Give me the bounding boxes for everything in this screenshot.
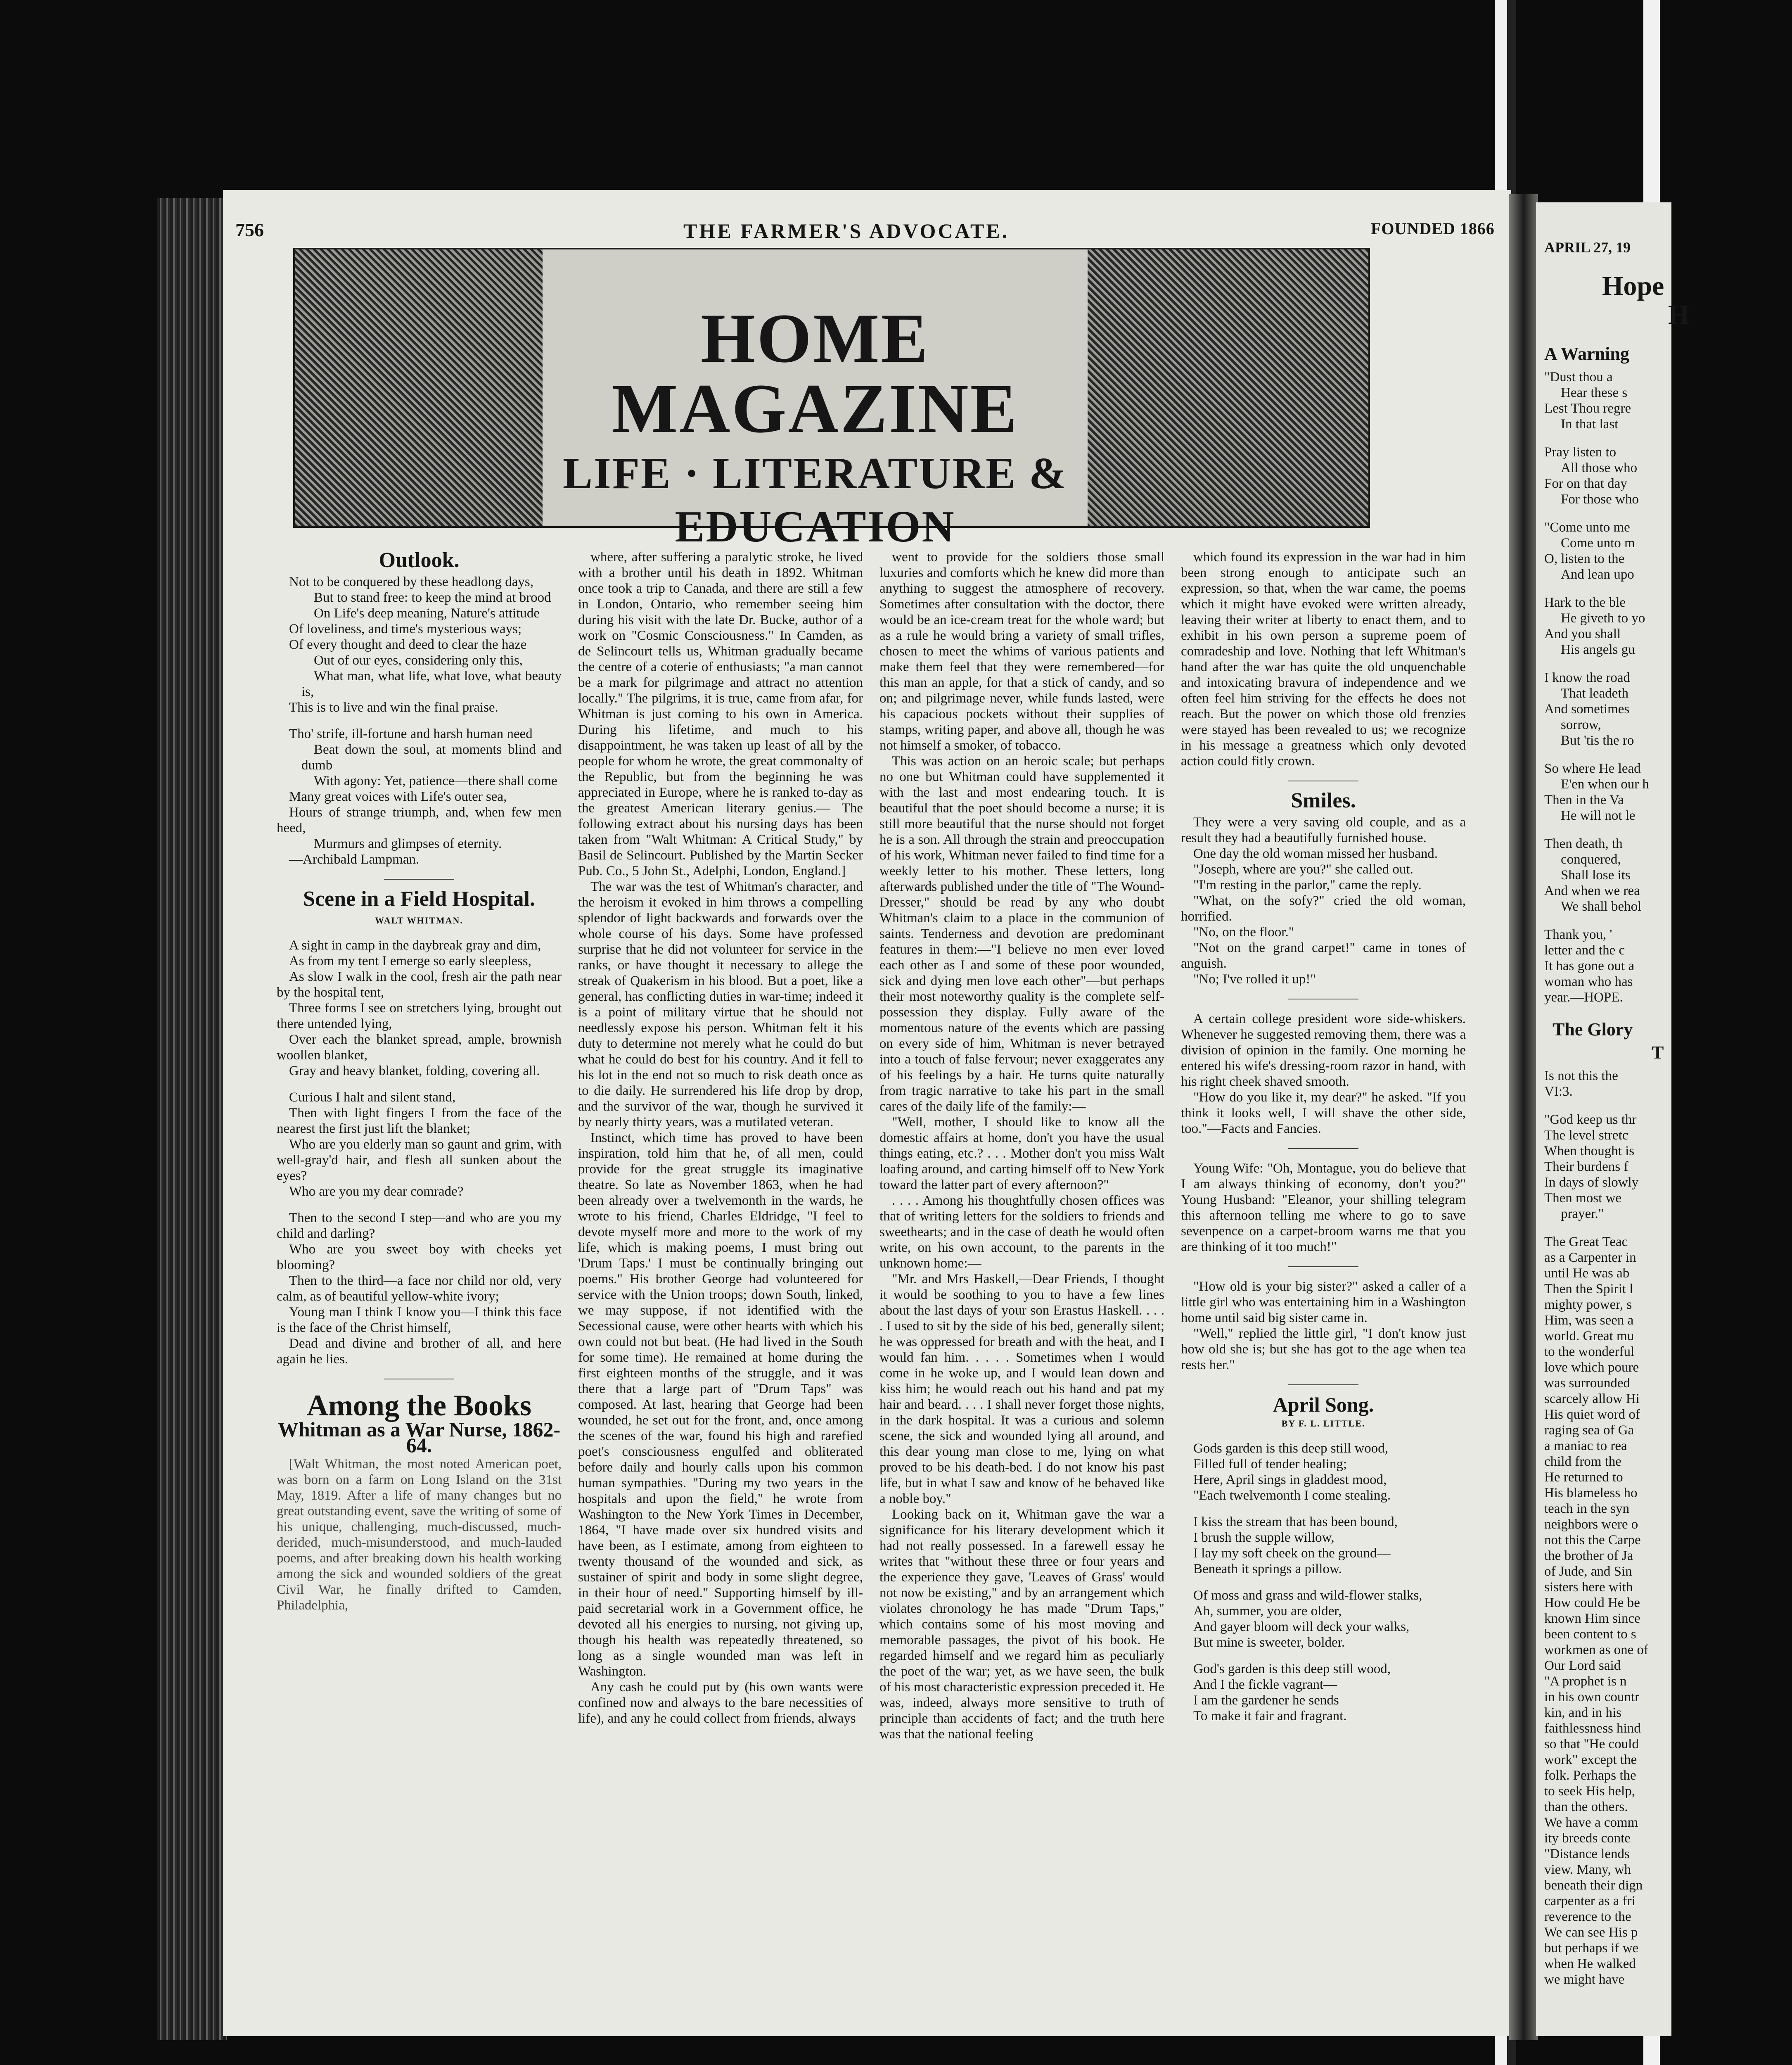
partial-line: we might have [1544,1972,1625,1987]
partial-line: woman who has [1544,974,1633,989]
poem-credit: —Archibald Lampman. [289,852,420,867]
article-paragraph: . . . . Among his thoughtfully chosen offices was that of writing letters for the soldiers to friends and sweethearts; and in the case of death he would often write, on his own account, to the parents in the unknown home:— [879,1193,1164,1271]
poem-line: Of every thought and deed to clear the haze [289,637,527,652]
article-title: Whitman as a War Nurse, 1862-64. [277,1418,561,1457]
joke-paragraph: "What, on the sofy?" cried the old woman, horrified. [1181,893,1466,924]
partial-line: Thank you, ' [1544,927,1612,942]
partial-line: as a Carpenter in [1544,1250,1636,1265]
partial-line: I know the road [1544,670,1631,685]
joke-paragraph: Young Wife: "Oh, Montague, you do believe that I am always thinking of economy, don't you?" Young Husband: "Eleanor, your shilling telegram this afternoon telling me where to go to save sevenpence on a carpet-broom warns me that you are thinking of it too much!" [1181,1161,1466,1254]
partial-line: in his own countr [1544,1690,1640,1704]
partial-line: raging sea of Ga [1544,1423,1634,1438]
partial-line: "God keep us thr [1544,1112,1637,1127]
partial-line: been content to s [1544,1627,1636,1642]
poem-line: Then to the third—a face nor child nor old, very calm, as of beautiful yellow-white ivory; [277,1273,562,1304]
column-1 [277,549,562,2020]
partial-line: a maniac to rea [1544,1438,1627,1453]
partial-line: mighty power, s [1544,1297,1632,1312]
poem-line: Not to be conquered by these headlong days, [289,574,534,589]
partial-line: letter and the c [1544,943,1625,958]
partial-line: His quiet word of [1544,1407,1640,1422]
partial-line: Him, was seen a [1544,1313,1634,1328]
partial-line: So where He lead [1544,761,1641,776]
poem-line: Beat down the soul, at moments blind and dumb [301,742,562,773]
poem-line: This is to live and win the final praise. [289,700,498,715]
partial-line: We have a comm [1544,1815,1638,1830]
joke-paragraph: One day the old woman missed her husband. [1193,846,1438,861]
partial-line: faithlessness hind [1544,1721,1641,1736]
section-divider [384,879,454,880]
poem-line: I lay my soft cheek on the ground— [1193,1546,1391,1561]
outlook-title: Outlook. [379,548,460,572]
partial-line: was surrounded [1544,1376,1631,1391]
fireplace-illustration [1088,249,1368,526]
partial-line: until He was ab [1544,1266,1630,1281]
poem-line: I am the gardener he sends [1193,1693,1339,1708]
partial-line: work" except the [1544,1752,1637,1767]
poem-line: Then to the second I step—and who are you my child and darling? [277,1211,562,1241]
partial-line: His blameless ho [1544,1486,1638,1500]
partial-line: For on that day [1544,476,1627,491]
poem-line: Gray and heavy blanket, folding, covering all. [289,1063,540,1078]
among-the-books-heading: Among the Books [306,1389,532,1422]
partial-line: All those who [1561,460,1638,475]
poem-line: Hours of strange triumph, and, when few men heed, [277,805,562,835]
banner-title: HOME MAGAZINE [612,299,1019,447]
joke-paragraph: "How do you like it, my dear?" he asked. "If you think it looks well, I will shave the other side, too."—Facts and Fancies. [1181,1090,1466,1136]
poem-line: As slow I walk in the cool, fresh air the path near by the hospital tent, [277,969,562,1000]
joke-1 [1181,814,1466,987]
partial-line: His angels gu [1561,642,1635,657]
page-gutter [1509,194,1538,2040]
article-intro: [Walt Whitman, the most noted American poet, was born on a farm on Long Island on the 31st May, 1819. After a life of many changes but no great outstanding event, save the writing of some of his unique, challenging, much-discussed, much-derided, much-misunderstood, and much-lauded poems, and after breaking down his health working among the sick and wounded soldiers of the great Civil War, he finally drifted to Camden, Philadelphia, [277,1457,562,1613]
joke-paragraph: "Not on the grand carpet!" came in tones of anguish. [1181,940,1466,971]
partial-line: It has gone out a [1544,959,1635,973]
partial-line: love which poure [1544,1360,1639,1375]
partial-line: neighbors were o [1544,1517,1638,1532]
joke-paragraph: "Joseph, where are you?" she called out. [1193,862,1413,877]
partial-line: year.—HOPE. [1544,990,1623,1005]
article-paragraph: The war was the test of Whitman's character, and the heroism it evoked in him throws a compelling splendor of light backwards and forwards over the whole course of his days. Some have professed surprise that he did not volunteer for service in the ranks, or have thought it necessary to allege the streak of Quakerism in his blood. But a poet, like a general, has conflicting duties in war-time; indeed it is a point of military virtue that he should not needlessly expose his person. Whitman felt it his duty to determine not merely what he could do but what he could do best for his country. And it fell to his lot in the end not so much to risk death once as to die daily. He surrendered his life drop by drop, and the survivor of the war, though he survived it by nearly thirty years, was a mutilated veteran. [578,879,863,1130]
poem-line: Here, April sings in gladdest mood, [1193,1472,1387,1487]
glory-heading: The Glory [1553,1019,1633,1040]
house-illustration [295,249,543,526]
right-page-date: APRIL 27, 19 [1544,239,1631,256]
partial-line: Their burdens f [1544,1159,1628,1174]
poem-line: Of loveliness, and time's mysterious ways; [289,622,522,636]
article-paragraph: which found its expression in the war had in him been strong enough to anticipate such an expression, so that, when the war came, the poems which it might have evoked were written already, leaving their writer at liberty to enact them, and to exhibit in his own person a supreme poem of comradeship and love. Nothing that left Whitman's hand after the war has quite the old unquenchable and intoxicating bravura of independence and we often feel him striving for the effects he does not reach. But the power on which those old frenzies were stayed has been revealed to us; we recognize in his message a greatness which only devoted action could fitly crown. [1181,550,1466,769]
field-hospital-author: WALT WHITMAN. [375,915,463,926]
partial-line: carpenter as a fri [1544,1894,1636,1908]
partial-line: But 'tis the ro [1561,733,1634,748]
partial-line: "Come unto me [1544,520,1630,535]
column-4 [1181,549,1466,2020]
poem-line: Murmurs and glimpses of eternity. [314,836,502,851]
partial-line: "Dust thou a [1544,370,1613,385]
poem-line: Three forms I see on stretchers lying, brought out there untended lying, [277,1001,562,1031]
running-head [223,219,1511,248]
partial-line: O, listen to the [1544,551,1625,566]
right-page-title-2: H [1668,300,1690,330]
partial-line: to the wonderful [1544,1344,1635,1359]
poem-line: On Life's deep meaning, Nature's attitude [314,606,540,621]
joke-4 [1181,1279,1466,1373]
partial-line: "A prophet is n [1544,1674,1627,1689]
partial-line: VI:3. [1544,1084,1573,1099]
smiles-title: Smiles. [1291,789,1356,812]
section-divider [1288,1384,1358,1385]
joke-paragraph: "No; I've rolled it up!" [1193,972,1316,987]
poem-line: Gods garden is this deep still wood, [1193,1441,1389,1456]
joke-paragraph: "I'm resting in the parlor," came the reply. [1193,878,1422,892]
poem-line: With agony: Yet, patience—there shall come [314,774,557,788]
partial-line: He giveth to yo [1561,611,1645,626]
article-paragraph: where, after suffering a paralytic stroke, he lived with a brother until his death in 1892. Whitman once took a trip to Canada, and there are still a few in London, Ontario, who remember seeing him during his visit with the late Dr. Bucke, author of a work on "Cosmic Consciousness." In Camden, as de Selincourt tells us, Whitman gradually became the centre of a coterie of enthusiasts; "a man cannot be a mark for pilgrimage and attract no attention locally." The pilgrims, it is true, came from afar, for Whitman is just coming to his own in America. During his lifetime, and much to his disappointment, he was taken up least of all by the people for whom he wrote, the great commonalty of the Republic, but from the beginning he was appreciated in Europe, where he is ranked to-day as the greatest American literary genius.— The following extract about his nursing days has been taken from "Walt Whitman: A Critical Study," by Basil de Selincourt. Published by the Martin Secker Pub. Co., 5 John St., Adelphi, London, England.] [578,550,863,878]
banner-subtitle-1: LIFE · LITERATURE & [562,449,1068,498]
poem-line: To make it fair and fragrant. [1193,1709,1347,1723]
poem-line: Who are you elderly man so gaunt and grim, with well-gray'd hair, and flesh all sunken about the eyes? [277,1137,562,1183]
warning-heading: A Warning [1544,344,1629,364]
partial-line: teach in the syn [1544,1501,1630,1516]
article-paragraph: Looking back on it, Whitman gave the war a significance for his literary development which it had not really possessed. In a farewell essay he writes that "without these three or four years and the experience they gave, 'Leaves of Grass' would not now be existing," and by an arrangement which violates chronology he has made "Drum Taps," which contains some of his most moving and memorable passages, the pivot of his book. He regarded himself and we regard him as peculiarly the poet of the war; yet, as we have seen, the bulk of his most characteristic expression preceded it. He was, indeed, always more sensitive to truth of principle than accidents of fact; and the truth here was that the national feeling [879,1507,1164,1742]
partial-line: Our Lord said [1544,1658,1621,1673]
partial-line: And you shall [1544,627,1621,641]
right-page [1536,202,1690,2036]
section-divider [1288,1148,1358,1149]
banner-subtitle-2: EDUCATION [675,502,955,552]
partial-line: In that last [1561,417,1619,432]
april-song-title: April Song. [1273,1393,1374,1416]
poem-line: I brush the supple willow, [1193,1530,1335,1545]
poem-line: I kiss the stream that has been bound, [1193,1514,1398,1529]
joke-paragraph: A certain college president wore side-whiskers. Whenever he suggested removing them, there was a division of opinion in the family. One morning he entered his wife's dressing-room razor in hand, with his right cheek shaved smooth. [1181,1011,1466,1089]
poem-line: But to stand free: to keep the mind at brood [314,590,551,605]
partial-line: beneath their dign [1544,1878,1643,1893]
partial-line: Lest Thou regre [1544,401,1631,416]
partial-line: child from the [1544,1454,1621,1469]
partial-line: workmen as one of [1544,1643,1649,1657]
poem-line: Then with light fingers I from the face of the nearest the first just lift the blanket; [277,1106,562,1136]
poem-line: Who are you sweet boy with cheeks yet blooming? [277,1242,562,1272]
poem-line: As from my tent I emerge so early sleepless, [289,954,531,968]
partial-line: view. Many, wh [1544,1862,1631,1877]
partial-line: world. Great mu [1544,1329,1634,1343]
glory-text [1544,1068,1792,1987]
partial-line: Then the Spirit l [1544,1282,1633,1296]
right-page-title: Hope [1602,271,1664,301]
partial-line: Shall lose its [1561,868,1631,883]
partial-line: Come unto m [1561,536,1635,551]
joke-3 [1181,1161,1466,1255]
partial-line: folk. Perhaps the [1544,1768,1636,1783]
partial-line: but perhaps if we [1544,1941,1639,1956]
column-3 [879,549,1164,2020]
partial-line: than the others. [1544,1799,1628,1814]
poem-line: Filled full of tender healing; [1193,1457,1347,1472]
poem-line: Young man I think I know you—I think this face is the face of the Christ himself, [277,1305,562,1335]
partial-line: He will not le [1561,808,1636,823]
home-magazine-banner [293,248,1370,552]
partial-line: He returned to [1544,1470,1623,1485]
partial-line: not this the Carpe [1544,1533,1641,1548]
partial-line: reverence to the [1544,1909,1631,1924]
partial-line: known Him since [1544,1611,1640,1626]
poem-line: Many great voices with Life's outer sea, [289,789,507,804]
field-hospital-poem [277,938,562,1367]
banner-lettering [551,274,1079,552]
section-divider [1288,1266,1358,1267]
poem-line: Curious I halt and silent stand, [289,1090,456,1105]
partial-line: the brother of Ja [1544,1548,1633,1563]
poem-line: A sight in camp in the daybreak gray and dim, [289,938,541,953]
left-page [223,190,1511,2036]
partial-line: Then death, th [1544,836,1623,851]
partial-line: sorrow, [1561,717,1601,732]
right-page-content [1544,202,1792,1987]
poem-line: Over each the blanket spread, ample, brownish woollen blanket, [277,1032,562,1063]
joke-paragraph: "Well," replied the little girl, "I don't know just how old she is; but she has got to the age when tea rests her." [1181,1326,1466,1372]
partial-line: When thought is [1544,1144,1635,1158]
partial-line: E'en when our h [1561,777,1649,792]
partial-line: to seek His help, [1544,1784,1635,1799]
partial-line: We shall behol [1561,899,1642,914]
poem-line: "Each twelvemonth I come stealing. [1193,1488,1391,1503]
poem-line: And I the fickle vagrant— [1193,1677,1337,1692]
partial-line: Hark to the ble [1544,595,1626,610]
april-song-author: BY F. L. LITTLE. [1281,1418,1365,1429]
partial-line: Is not this the [1544,1068,1618,1083]
article-paragraph: This was action on an heroic scale; but perhaps no one but Whitman could have supplemented it with the last and most endearing touch. It is beautiful that the poet should become a nurse; it is still more beautiful that the nurse should not forget he is a son. All through the strain and preoccupation of his work, Whitman never failed to find time for a weekly letter to his mother. These letters, long afterwards published under the title of "The Wound-Dresser," should be read by any who doubt Whitman's claim to a place in the communion of saints. Tenderness and devotion are predominant features in them:—"I believe no men ever loved each other as I and some of these poor wounded, sick and dying men love each other"—but perhaps their most noteworthy quality is the complete self-possession they display. Fully aware of the momentous nature of the events which are passing on every side of him, Whitman is never betrayed into a touch of false fervour; never exaggerates any of his feelings by a hair. He turns quite naturally from tragic narrative to take his part in the small cares of the daily life of the family:— [879,754,1164,1114]
founded-label: FOUNDED 1866 [1371,219,1495,238]
partial-line: In days of slowly [1544,1175,1639,1190]
column-2 [578,549,863,2020]
journal-title: THE FARMER'S ADVOCATE. [683,219,1010,242]
warning-poem [1544,369,1792,1005]
poem-line: God's garden is this deep still wood, [1193,1661,1391,1676]
partial-line: "Distance lends [1544,1847,1630,1861]
article-paragraph: went to provide for the soldiers those small luxuries and comforts which he knew did more than anything to suggest the atmosphere of recovery. Sometimes after consultation with the doctor, there would be an ice-cream treat for the whole ward; but as a rule he would bring a variety of small trifles, chosen to meet the whims of various patients and make them feel that they were remembered—for this man an apple, for that a stick of candy, and so on; and pilgrimage never, while funds lasted, were his capacious pockets without their supplies of stamps, writing paper, and above all, though he was not himself a smoker, of tobacco. [879,550,1164,753]
partial-line: And when we rea [1544,883,1640,898]
partial-line: Then most we [1544,1191,1621,1206]
partial-line: How could He be [1544,1595,1640,1610]
partial-line: Hear these s [1561,385,1628,400]
field-hospital-title: Scene in a Field Hospital. [303,887,535,911]
april-song-poem [1181,1441,1466,1724]
partial-line: when He walked [1544,1956,1636,1971]
partial-line: conquered, [1561,852,1621,867]
joke-paragraph: They were a very saving old couple, and as a result they had a beautifully furnished house. [1181,815,1466,845]
joke-paragraph: "No, on the floor." [1193,925,1294,940]
partial-line: sisters here with [1544,1580,1633,1595]
poem-line: Tho' strife, ill-fortune and harsh human need [289,726,533,741]
article-paragraph: "Mr. and Mrs Haskell,—Dear Friends, I thought it would be soothing to you to have a few lines about the last days of your son Erastus Haskell. . . . . I used to sit by the side of his bed, generally silent; he was oppressed for breath and with the heat, and I would fan him. . . . . Sometimes when I would come in he woke up, and I would lean down and kiss him; he would reach out his hand and pat my hair and beard. . . . I shall never forget those nights, in the dark hospital. It was a curious and solemn scene, the sick and wounded lying all around, and this dear young man close to me, lying on what proved to be his death-bed. I do not know his past life, but in what I saw and know of he behaved like a noble boy." [879,1272,1164,1506]
poem-line: Beneath it springs a pillow. [1193,1562,1342,1576]
poem-line: Dead and divine and brother of all, and here again he lies. [277,1336,562,1367]
joke-2 [1181,1011,1466,1137]
poem-line: And gayer bloom will deck your walks, [1193,1619,1410,1634]
partial-line: And lean upo [1561,567,1634,582]
book-binding-edge [157,198,227,2040]
partial-line: ity breeds conte [1544,1831,1631,1846]
poem-line: Who are you my dear comrade? [289,1184,464,1199]
partial-line: Then in the Va [1544,793,1624,807]
poem-line: Out of our eyes, considering only this, [314,653,523,668]
poem-line: What man, what life, what love, what beauty is, [301,669,562,699]
partial-line: That leadeth [1561,686,1629,701]
glory-heading-2: T [1652,1042,1664,1063]
article-paragraph: Any cash he could put by (his own wants were confined now and always to the bare necessities of life), and any he could collect from friends, always [578,1680,863,1726]
partial-line: For those who [1561,492,1639,507]
partial-line: so that "He could [1544,1737,1639,1752]
partial-line: prayer." [1561,1206,1604,1221]
partial-line: The Great Teac [1544,1234,1628,1249]
partial-line: We can see His p [1544,1925,1638,1940]
outlook-poem [277,574,562,867]
partial-line: And sometimes [1544,702,1630,717]
poem-line: Ah, summer, you are older, [1193,1604,1342,1619]
article-paragraph: Instinct, which time has proved to have been inspiration, told him that he, of all men, could provide for the great struggle its imaginative theatre. So late as November 1863, when he had been already over a twelvemonth in the wards, he wrote to his friend, Charles Eldridge, "I feel to devote myself more and more to the work of my life, which is making poems, I must bring out 'Drum Taps.' I must be continually bringing out poems." His brother George had volunteered for service with the Union troops; down South, linked, we may suppose, if not identified with the Secessional cause, were other hearts with which his own could not but beat. (He had lived in the South for some time). He remained at home during the first eighteen months of the struggle, and it was there that a large part of "Drum Taps" was composed. At last, hearing that George had been wounded, he set out for the front, and, once among the scenes of the war, found his high and rarefied poet's consciousness engulfed and obliterated before daily and hourly calls upon his common human sympathies. "During my two years in the hospitals and upon the field," he wrote from Washington to the New York Times in December, 1864, "I have made over six hundred visits and have been, as I estimate, among from eighteen to twenty thousand of the wounded and sick, as sustainer of spirit and body in some slight degree, in their hour of need." Supporting himself by ill-paid secretarial work in a Government office, he devoted all his energies to nursing, not giving up, though his health was repeatedly threatened, so long as a single wounded man was left in Washington. [578,1130,863,1679]
joke-paragraph: "How old is your big sister?" asked a caller of a little girl who was entertaining him in a Washington home until said big sister came in. [1181,1279,1466,1325]
partial-line: scarcely allow Hi [1544,1391,1640,1406]
poem-line: But mine is sweeter, bolder. [1193,1635,1345,1650]
article-paragraph: "Well, mother, I should like to know all the domestic affairs at home, don't you have the usual things eating, etc.? . . . Mother don't you miss Walt loafing around, and carting himself off to New York toward the latter part of every afternoon?" [879,1115,1164,1192]
page-number: 756 [235,219,264,240]
partial-line: Pray listen to [1544,445,1617,460]
partial-line: kin, and in his [1544,1705,1621,1720]
partial-line: of Jude, and Sin [1544,1564,1632,1579]
partial-line: The level stretc [1544,1128,1628,1143]
poem-line: Of moss and grass and wild-flower stalks, [1193,1588,1422,1603]
